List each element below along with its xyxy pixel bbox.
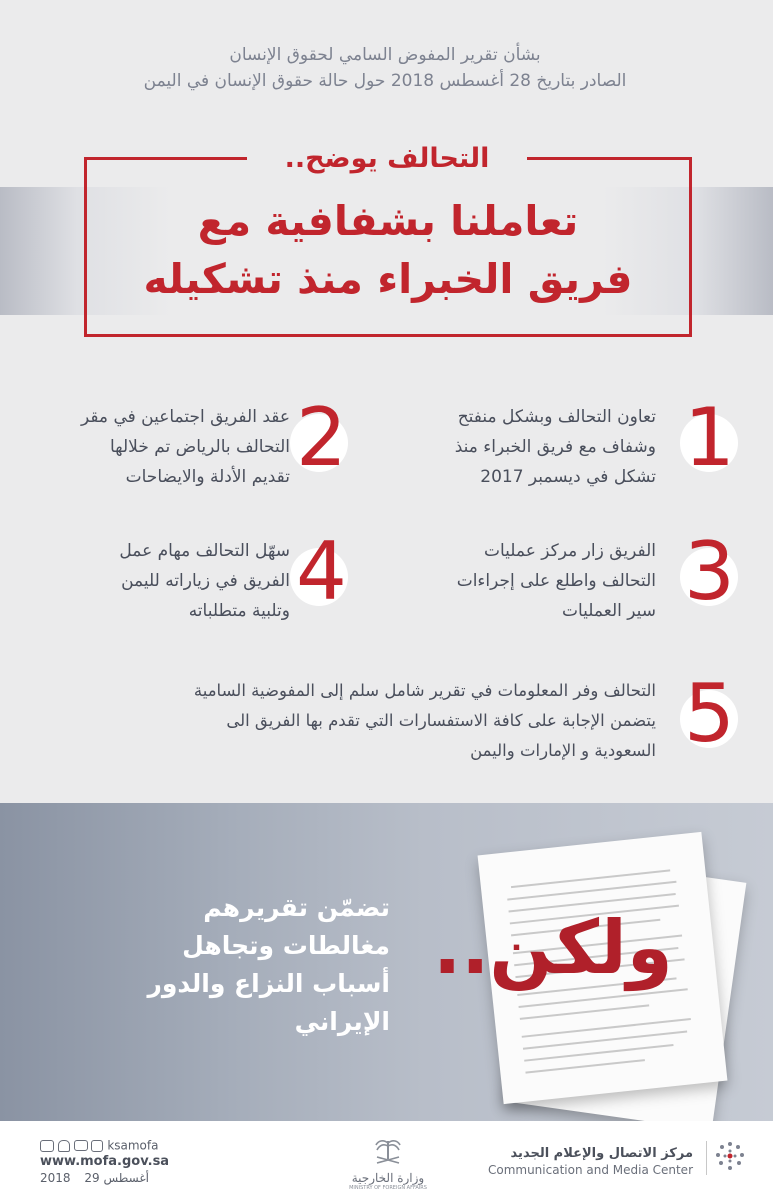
date-day-month: 29 أغسطس — [84, 1170, 149, 1185]
point-text — [119, 536, 290, 626]
youtube-icon[interactable] — [74, 1140, 88, 1151]
point-line: سهّل التحالف مهام عمل — [119, 541, 290, 561]
website-link[interactable]: www.mofa.gov.sa — [40, 1153, 170, 1169]
point-text — [457, 536, 656, 626]
bottom-section — [0, 803, 773, 1121]
point-line: عقد الفريق اجتماعين في مقر — [80, 407, 290, 427]
point-number: 3 — [684, 525, 735, 618]
header-line-1: بشأن تقرير المفوض السامي لحقوق الإنسان — [229, 45, 541, 65]
ministry-name-ar: وزارة الخارجية — [351, 1171, 425, 1185]
title-line-1: تعاملنا بشفافية مع — [197, 197, 579, 245]
title-line-2: فريق الخبراء منذ تشكيله — [143, 255, 633, 303]
social-handle[interactable]: ksamofa — [107, 1138, 159, 1153]
bottom-line-3: أسباب النزاع والدور — [147, 969, 390, 998]
point-line: وتلبية متطلباته — [188, 601, 290, 621]
point-line: السعودية و الإمارات واليمن — [470, 741, 656, 760]
point-line: تعاون التحالف وبشكل منفتح — [457, 407, 656, 427]
subtitle: التحالف يوضح.. — [247, 137, 527, 181]
bottom-line-1: تضمّن تقريرهم — [203, 893, 390, 922]
point-line: وشفاف مع فريق الخبراء منذ — [454, 437, 656, 457]
point-number: 2 — [296, 391, 347, 484]
point-text — [455, 402, 656, 492]
point-line: الفريق في زياراته لليمن — [121, 571, 290, 591]
social-row — [40, 1137, 169, 1154]
point-line: التحالف وفر المعلومات في تقرير شامل سلم إلى المفوضية السامية — [193, 681, 656, 700]
point-number: 5 — [684, 667, 735, 760]
point-line: التحالف واطلع على إجراءات — [456, 571, 656, 591]
point-line: الفريق زار مركز عمليات — [483, 541, 656, 561]
report-header — [60, 42, 710, 94]
ministry-name-en: MINISTRY OF FOREIGN AFFAIRS — [349, 1185, 427, 1191]
instagram-icon[interactable] — [91, 1140, 103, 1152]
point-line: التحالف بالرياض تم خلالها — [109, 437, 290, 457]
point-number: 1 — [684, 391, 735, 484]
center-name-ar: مركز الاتصال والإعلام الجديد — [510, 1146, 693, 1161]
center-name-en: Communication and Media Center — [487, 1163, 693, 1177]
media-center-logo-icon — [706, 1141, 749, 1175]
date-year: 2018 — [40, 1170, 71, 1185]
snapchat-icon[interactable] — [58, 1140, 70, 1152]
palm-swords-emblem-icon — [371, 1137, 405, 1167]
bottom-line-4: الإيراني — [294, 1007, 390, 1036]
point-text — [194, 676, 656, 766]
header-line-2: الصادر بتاريخ 28 أغسطس 2018 حول حالة حقوق الإنسان في اليمن — [143, 71, 627, 91]
point-line: يتضمن الإجابة على كافة الاستفسارات التي تقدم بها الفريق الى — [226, 711, 656, 730]
twitter-icon[interactable] — [40, 1140, 54, 1152]
ministry-logo — [348, 1137, 428, 1193]
point-line: تشكل في ديسمبر 2017 — [480, 467, 656, 487]
bottom-line-2: مغالطات وتجاهل — [182, 931, 390, 960]
point-line: تقديم الأدلة والايضاحات — [125, 467, 290, 487]
publish-date — [40, 1170, 169, 1186]
point-text — [81, 402, 290, 492]
point-number: 4 — [296, 525, 347, 618]
main-title — [90, 192, 686, 308]
media-center — [488, 1145, 693, 1179]
point-line: سير العمليات — [561, 601, 656, 621]
footer — [0, 1121, 773, 1200]
footer-contact — [40, 1137, 169, 1186]
but-callout: ولكن.. — [433, 905, 673, 991]
bottom-statement — [147, 889, 390, 1041]
